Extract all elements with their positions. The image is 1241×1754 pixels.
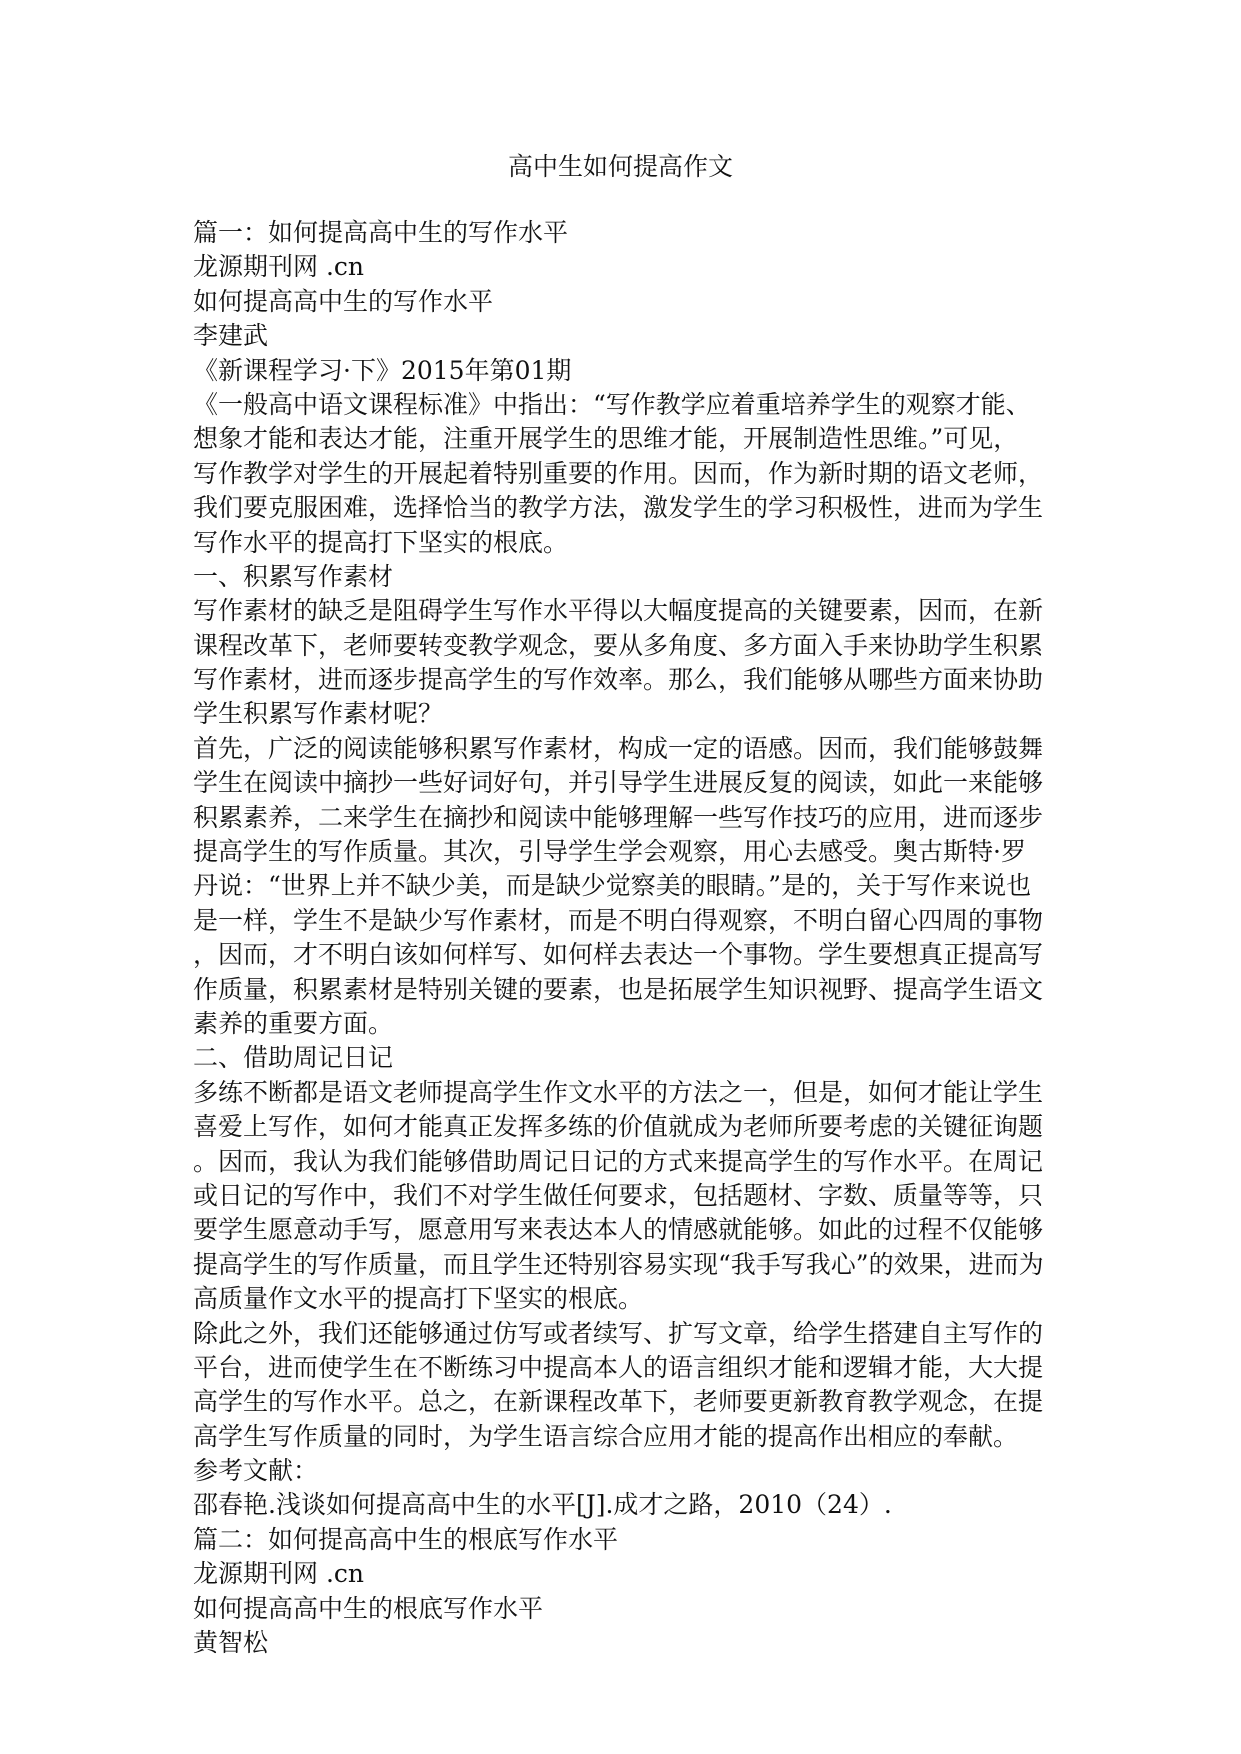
text-line: 如何提高高中生的写作水平	[193, 286, 494, 316]
text-line: 龙源期刊网 .cn	[193, 1559, 364, 1589]
text-line: 喜爱上写作，如何才能真正发挥多练的价值就成为老师所要考虑的关键征询题	[193, 1112, 1044, 1142]
text-line: ，因而，才不明白该如何样写、如何样去表达一个事物。学生要想真正提高写	[193, 940, 1044, 970]
text-line: 高学生的写作水平。总之，在新课程改革下，老师要更新教育教学观念，在提	[193, 1387, 1044, 1417]
text-line: 写作水平的提高打下坚实的根底。	[193, 527, 569, 557]
text-line: 或日记的写作中，我们不对学生做任何要求，包括题材、字数、质量等等，只	[193, 1180, 1044, 1210]
text-line: 要学生愿意动手写，愿意用写来表达本人的情感就能够。如此的过程不仅能够	[193, 1215, 1044, 1245]
text-line: 素养的重要方面。	[193, 1008, 394, 1038]
text-line: 李建武	[193, 321, 269, 351]
text-line: 首先，广泛的阅读能够积累写作素材，构成一定的语感。因而，我们能够鼓舞	[193, 733, 1044, 763]
text-line: 想象才能和表达才能，注重开展学生的思维才能，开展制造性思维。”可见，	[193, 424, 1019, 454]
text-line: 。因而，我认为我们能够借助周记日记的方式来提高学生的写作水平。在周记	[193, 1146, 1044, 1176]
text-line: 写作素材，进而逐步提高学生的写作效率。那么，我们能够从哪些方面来协助	[193, 665, 1044, 695]
text-line: 课程改革下，老师要转变教学观念，要从多角度、多方面入手来协助学生积累	[193, 630, 1044, 660]
text-line: 学生在阅读中摘抄一些好词好句，并引导学生进展反复的阅读，如此一来能够	[193, 768, 1044, 798]
text-line: 如何提高高中生的根底写作水平	[193, 1593, 544, 1623]
text-line: 高质量作文水平的提高打下坚实的根底。	[193, 1284, 644, 1314]
text-line: 写作素材的缺乏是阻碍学生写作水平得以大幅度提高的关键要素，因而，在新	[193, 596, 1044, 626]
text-line: 邵春艳.浅谈如何提高高中生的水平[J].成才之路，2010（24）.	[193, 1490, 892, 1520]
text-line: 高学生写作质量的同时，为学生语言综合应用才能的提高作出相应的奉献。	[193, 1421, 1019, 1451]
text-line: 平台，进而使学生在不断练习中提高本人的语言组织才能和逻辑才能，大大提	[193, 1352, 1044, 1382]
text-line: 二、借助周记日记	[193, 1043, 394, 1073]
text-line: 篇一：如何提高高中生的写作水平	[193, 218, 569, 247]
text-line: 《一般高中语文课程标准》中指出：“写作教学应着重培养学生的观察才能、	[193, 389, 1031, 419]
text-line: 黄智松	[193, 1628, 269, 1658]
text-line: 篇二：如何提高高中生的根底写作水平	[193, 1524, 619, 1554]
text-line: 龙源期刊网 .cn	[193, 252, 364, 282]
text-line: 提高学生的写作质量。其次，引导学生学会观察，用心去感受。奥古斯特·罗	[193, 837, 1026, 867]
text-line: 丹说：“世界上并不缺少美，而是缺少觉察美的眼睛。”是的，关于写作来说也	[193, 871, 1032, 901]
document-title: 高中生如何提高作文	[507, 152, 733, 181]
text-line: 参考文献：	[193, 1456, 319, 1486]
text-line: 积累素养，二来学生在摘抄和阅读中能够理解一些写作技巧的应用，进而逐步	[193, 802, 1044, 832]
text-line: 写作教学对学生的开展起着特别重要的作用。因而，作为新时期的语文老师，	[193, 458, 1044, 488]
text-line: 一、积累写作素材	[193, 561, 394, 591]
text-line: 《新课程学习·下》2015年第01期	[193, 355, 572, 385]
text-line: 作质量，积累素材是特别关键的要素，也是拓展学生知识视野、提高学生语文	[193, 974, 1044, 1004]
text-line: 我们要克服困难，选择恰当的教学方法，激发学生的学习积极性，进而为学生	[193, 493, 1044, 523]
text-line: 除此之外，我们还能够通过仿写或者续写、扩写文章，给学生搭建自主写作的	[193, 1318, 1044, 1348]
text-line: 多练不断都是语文老师提高学生作文水平的方法之一，但是，如何才能让学生	[193, 1077, 1044, 1107]
document-body	[193, 216, 1045, 1660]
text-line: 是一样，学生不是缺少写作素材，而是不明白得观察，不明白留心四周的事物	[193, 905, 1044, 935]
text-line: 学生积累写作素材呢？	[193, 699, 444, 729]
text-line: 提高学生的写作质量，而且学生还特别容易实现“我手写我心”的效果，进而为	[193, 1249, 1044, 1279]
